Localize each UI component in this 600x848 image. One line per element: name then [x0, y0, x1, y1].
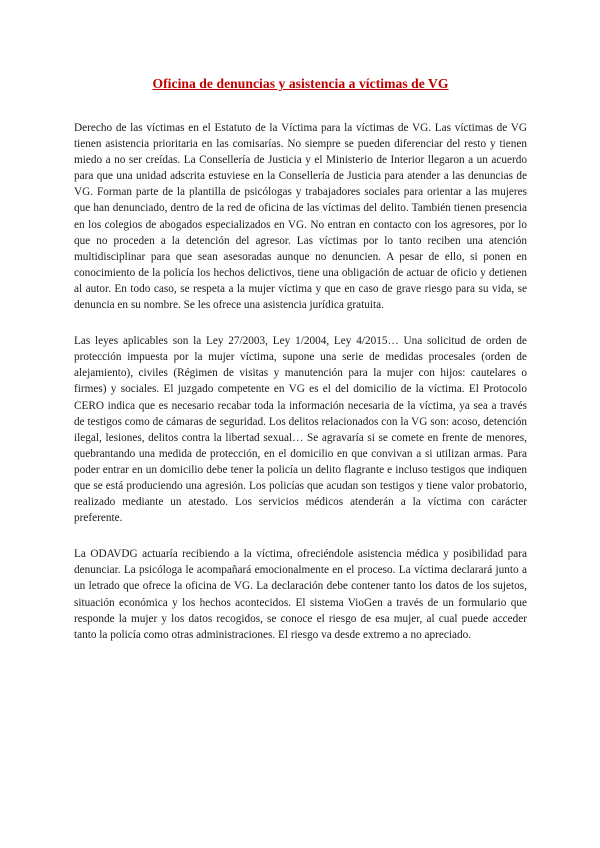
- document-title: Oficina de denuncias y asistencia a víctimas de VG: [152, 76, 449, 91]
- paragraph-applicable-laws: Las leyes aplicables son la Ley 27/2003, Ley 1/2004, Ley 4/2015… Una solicitud de orden de protección impuesta por la mujer víctima, supone una serie de medidas procesales (orden de alejamiento), civiles (Régimen de visitas y manutención para la mujer con hijos: cautelares o firmes) y sociales. El juzgado competente en VG es el del domicilio de la víctima. El Protocolo CERO indica que es necesario recabar toda la información necesaria de la víctima, ya sea a través de testigos como de cámaras de seguridad. Los delitos relacionados con la VG son: acoso, detención ilegal, lesiones, delitos contra la libertad sexual… Se agravaría si se comete en frente de menores, quebrantando una medida de protección, en el domicilio en que convivan a si utilizan armas. Para poder entrar en un domicilio debe tener la policía un delito flagrante e incluso testigos que indiquen que se está produciendo una agresión. Los policías que acudan son testigos y tiene valor probatorio, realizado mediante un atestado. Los servicios médicos atenderán a la víctima con carácter preferente.: [74, 335, 527, 525]
- document-page: [74, 74, 527, 663]
- paragraph-victim-rights: Derecho de las víctimas en el Estatuto de la Víctima para la víctimas de VG. Las víctimas de VG tienen asistencia prioritaria en las comisarías. No siempre se pueden diferenciar del resto y tienen miedo a no ser creídas. La Consellería de Justicia y el Ministerio de Interior llegaron a un acuerdo para que una unidad adscrita estuviese en la Consellería de Justicia para atender a las denuncias de VG. Forman parte de la plantilla de psicólogas y trabajadores sociales para orientar a las mujeres que han denunciado, dentro de la red de oficina de las víctimas del delito. También tienen presencia en los colegios de abogados especializados en VG. No entran en contacto con los agresores, por lo que no proceden a la detención del agresor. Las víctimas por lo tanto reciben una atención multidisciplinar para que sean asesoradas aunque no denuncien. A pesar de ello, si ponen en conocimiento de la policía los hechos delictivos, tiene una obligación de actuar de oficio y detienen al autor. En todo caso, se respeta a la mujer víctima y que en caso de grave riesgo para su vida, se denuncia en su nombre. Se les ofrece una asistencia jurídica gratuita.: [74, 122, 527, 312]
- paragraph-odavdg-procedure: La ODAVDG actuaría recibiendo a la víctima, ofreciéndole asistencia médica y posibilidad para denunciar. La psicóloga le acompañará emocionalmente en el proceso. La víctima declarará junto a un letrado que ofrece la oficina de VG. La declaración debe contener tanto los datos de los sujetos, situación económica y los hechos acontecidos. El sistema VioGen a través de un formulario que responde la mujer y los datos recogidos, se conoce el riesgo de esa mujer, al cual puede acceder tanto la policía como otras administraciones. El riesgo va desde extremo a no apreciado.: [74, 548, 527, 641]
